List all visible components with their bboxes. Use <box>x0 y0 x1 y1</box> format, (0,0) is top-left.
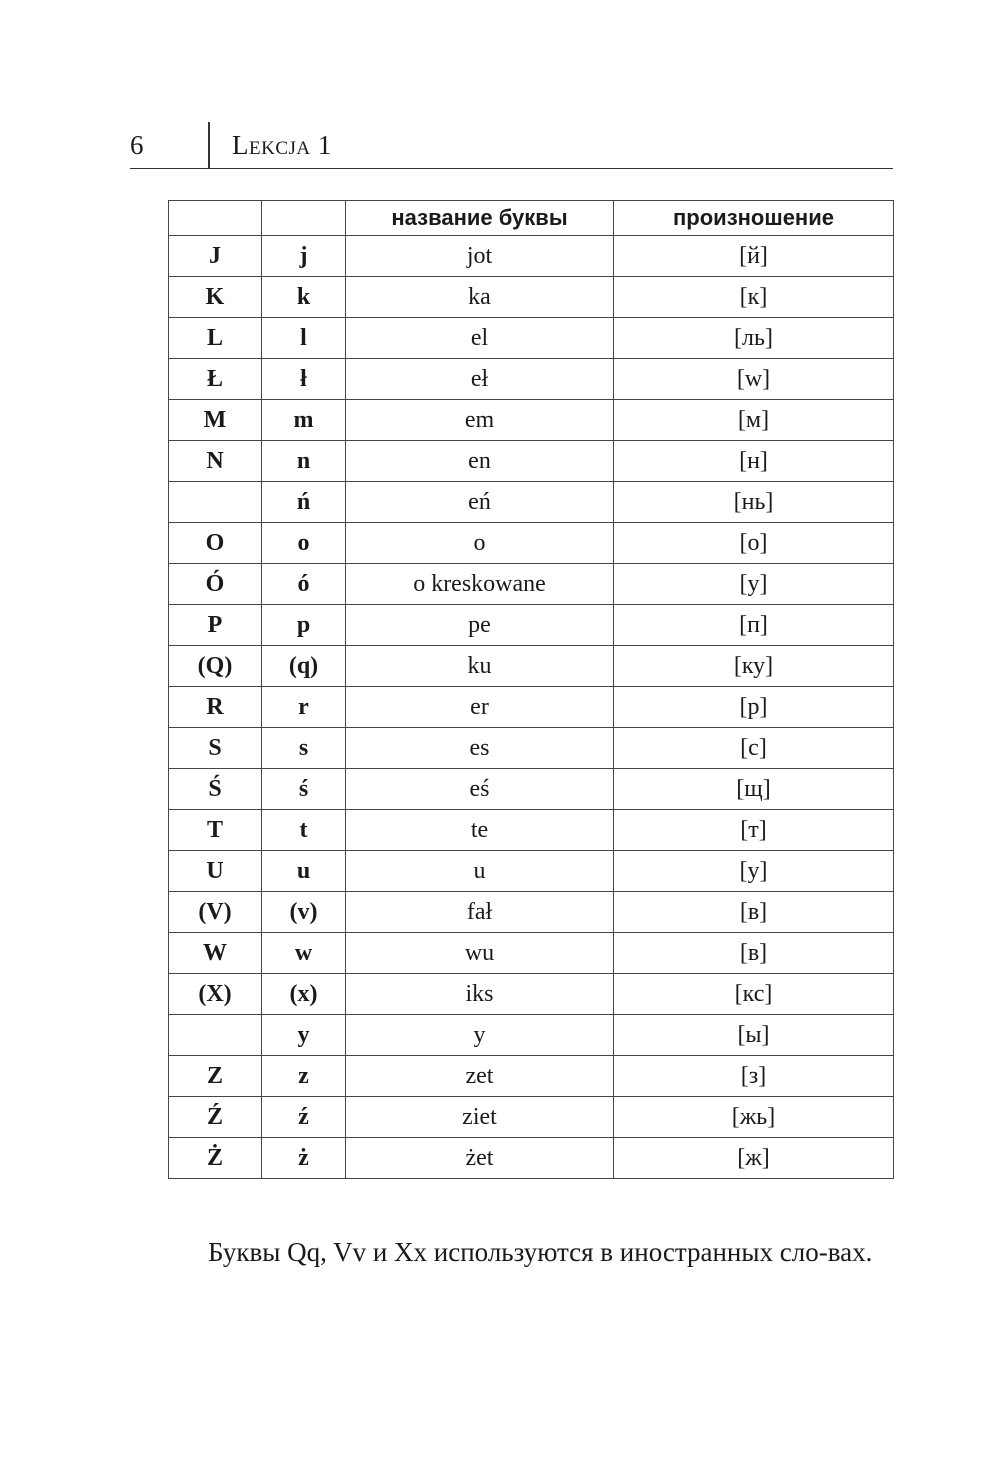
pronunciation: [нь] <box>614 482 894 523</box>
uppercase-letter: N <box>169 441 262 482</box>
letter-name: fał <box>346 892 614 933</box>
letter-name: ka <box>346 277 614 318</box>
uppercase-letter <box>169 1015 262 1056</box>
table-row <box>169 318 894 359</box>
letter-name: iks <box>346 974 614 1015</box>
uppercase-letter: P <box>169 605 262 646</box>
lowercase-letter: k <box>262 277 346 318</box>
uppercase-letter: Z <box>169 1056 262 1097</box>
uppercase-letter: K <box>169 277 262 318</box>
uppercase-letter: Ś <box>169 769 262 810</box>
table-row <box>169 933 894 974</box>
lowercase-letter: j <box>262 236 346 277</box>
page-number: 6 <box>130 130 144 160</box>
lowercase-letter: ó <box>262 564 346 605</box>
pronunciation: [р] <box>614 687 894 728</box>
lowercase-letter: p <box>262 605 346 646</box>
letter-name: jot <box>346 236 614 277</box>
uppercase-letter: O <box>169 523 262 564</box>
lowercase-letter: m <box>262 400 346 441</box>
lowercase-letter: n <box>262 441 346 482</box>
letter-name: es <box>346 728 614 769</box>
pronunciation: [ку] <box>614 646 894 687</box>
pronunciation: [з] <box>614 1056 894 1097</box>
table-row <box>169 1056 894 1097</box>
table-header-row <box>169 201 894 236</box>
lowercase-letter: ś <box>262 769 346 810</box>
table-row <box>169 1138 894 1179</box>
table-row <box>169 605 894 646</box>
table-row <box>169 892 894 933</box>
pronunciation: [м] <box>614 400 894 441</box>
pronunciation: [к] <box>614 277 894 318</box>
pronunciation: [в] <box>614 892 894 933</box>
pronunciation: [н] <box>614 441 894 482</box>
lowercase-letter: (q) <box>262 646 346 687</box>
uppercase-letter: J <box>169 236 262 277</box>
letter-name: wu <box>346 933 614 974</box>
lowercase-letter: o <box>262 523 346 564</box>
table-row <box>169 400 894 441</box>
letter-name: em <box>346 400 614 441</box>
page-header <box>130 122 893 169</box>
pronunciation: [т] <box>614 810 894 851</box>
table-row <box>169 359 894 400</box>
lowercase-letter: w <box>262 933 346 974</box>
uppercase-letter: R <box>169 687 262 728</box>
lowercase-letter: y <box>262 1015 346 1056</box>
header-divider <box>208 122 210 168</box>
table-row <box>169 441 894 482</box>
letter-name: eł <box>346 359 614 400</box>
column-header-uppercase <box>169 201 262 236</box>
uppercase-letter: T <box>169 810 262 851</box>
table-row <box>169 277 894 318</box>
lowercase-letter: ł <box>262 359 346 400</box>
letter-name: eń <box>346 482 614 523</box>
pronunciation: [ль] <box>614 318 894 359</box>
table-row <box>169 687 894 728</box>
letter-name: te <box>346 810 614 851</box>
pronunciation: [с] <box>614 728 894 769</box>
alphabet-table <box>168 200 894 1179</box>
lowercase-letter: (v) <box>262 892 346 933</box>
letter-name: o <box>346 523 614 564</box>
table-row <box>169 564 894 605</box>
uppercase-letter: (Q) <box>169 646 262 687</box>
pronunciation: [w] <box>614 359 894 400</box>
lowercase-letter: s <box>262 728 346 769</box>
uppercase-letter: Ó <box>169 564 262 605</box>
pronunciation: [в] <box>614 933 894 974</box>
letter-name: pe <box>346 605 614 646</box>
uppercase-letter: (X) <box>169 974 262 1015</box>
pronunciation: [у] <box>614 564 894 605</box>
table-row <box>169 728 894 769</box>
pronunciation: [жь] <box>614 1097 894 1138</box>
lowercase-letter: t <box>262 810 346 851</box>
uppercase-letter: W <box>169 933 262 974</box>
letter-name: ku <box>346 646 614 687</box>
table-row <box>169 482 894 523</box>
lesson-title: Lekcja 1 <box>232 130 332 160</box>
lowercase-letter: (x) <box>262 974 346 1015</box>
table-row <box>169 646 894 687</box>
pronunciation: [кс] <box>614 974 894 1015</box>
letter-name: zet <box>346 1056 614 1097</box>
uppercase-letter: Ł <box>169 359 262 400</box>
table-row <box>169 810 894 851</box>
lowercase-letter: ź <box>262 1097 346 1138</box>
letter-name: u <box>346 851 614 892</box>
table-row <box>169 851 894 892</box>
table-row <box>169 1015 894 1056</box>
table-row <box>169 974 894 1015</box>
letter-name: er <box>346 687 614 728</box>
table-row <box>169 1097 894 1138</box>
pronunciation: [у] <box>614 851 894 892</box>
uppercase-letter: L <box>169 318 262 359</box>
pronunciation: [ж] <box>614 1138 894 1179</box>
pronunciation: [щ] <box>614 769 894 810</box>
alphabet-table-body <box>169 236 894 1179</box>
table-row <box>169 236 894 277</box>
uppercase-letter: S <box>169 728 262 769</box>
letter-name: y <box>346 1015 614 1056</box>
letter-name: o kreskowane <box>346 564 614 605</box>
table-row <box>169 523 894 564</box>
pronunciation: [о] <box>614 523 894 564</box>
pronunciation: [п] <box>614 605 894 646</box>
uppercase-letter: U <box>169 851 262 892</box>
lowercase-letter: u <box>262 851 346 892</box>
letter-name: ziet <box>346 1097 614 1138</box>
lowercase-letter: l <box>262 318 346 359</box>
uppercase-letter: (V) <box>169 892 262 933</box>
lowercase-letter: z <box>262 1056 346 1097</box>
column-header-letter-name: название буквы <box>346 201 614 236</box>
lowercase-letter: ż <box>262 1138 346 1179</box>
lowercase-letter: r <box>262 687 346 728</box>
uppercase-letter: Ź <box>169 1097 262 1138</box>
letter-name: en <box>346 441 614 482</box>
uppercase-letter: M <box>169 400 262 441</box>
note-paragraph: Буквы Qq, Vv и Xx используются в иностранных сло-вах. <box>208 1237 873 1267</box>
table-row <box>169 769 894 810</box>
uppercase-letter <box>169 482 262 523</box>
lowercase-letter: ń <box>262 482 346 523</box>
column-header-pronunciation: произношение <box>614 201 894 236</box>
column-header-lowercase <box>262 201 346 236</box>
pronunciation: [ы] <box>614 1015 894 1056</box>
uppercase-letter: Ż <box>169 1138 262 1179</box>
letter-name: eś <box>346 769 614 810</box>
letter-name: żet <box>346 1138 614 1179</box>
pronunciation: [й] <box>614 236 894 277</box>
letter-name: el <box>346 318 614 359</box>
